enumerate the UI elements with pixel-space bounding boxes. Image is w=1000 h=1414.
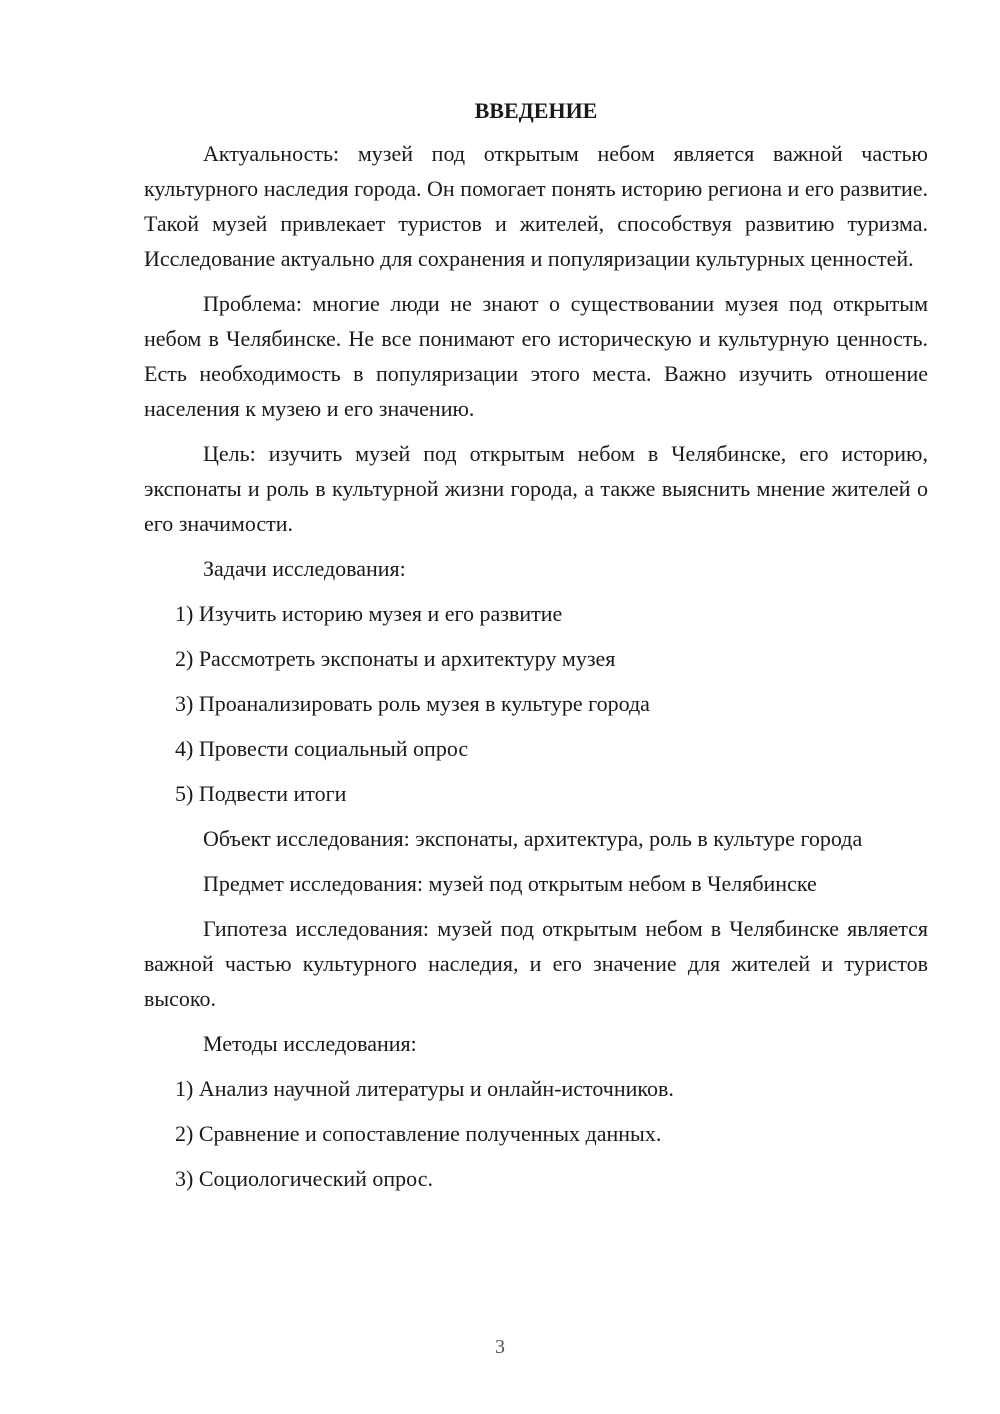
section-title: ВВЕДЕНИЕ: [474, 98, 598, 123]
list-item: 3) Проанализировать роль музея в культуре города: [175, 691, 650, 716]
list-item: 1) Изучить историю музея и его развитие: [175, 601, 563, 626]
list-item: 3) Социологический опрос.: [175, 1166, 433, 1191]
goal-paragraph: Цель: изучить музей под открытым небом в Челябинске, его историю, экспонаты и роль в культурной жизни города, а также выяснить мнение жителей о его значимости.: [144, 441, 928, 536]
tasks-heading: Задачи исследования:: [203, 556, 406, 581]
page-number: 3: [495, 1336, 505, 1358]
list-item: 2) Сравнение и сопоставление полученных данных.: [175, 1121, 662, 1146]
list-item: 4) Провести социальный опрос: [175, 736, 469, 761]
list-item: 5) Подвести итоги: [175, 781, 347, 806]
tasks-list: [144, 596, 928, 811]
problem-paragraph: Проблема: многие люди не знают о существовании музея под открытым небом в Челябинске. Не все понимают его историческую и культурную ценность. Есть необходимость в популяризации этого места. Важно изучить отношение населения к музею и его значению.: [144, 291, 928, 421]
document-body: [144, 96, 928, 1206]
methods-list: [144, 1071, 928, 1196]
list-item: 1) Анализ научной литературы и онлайн-источников.: [175, 1076, 674, 1101]
relevance-paragraph: Актуальность: музей под открытым небом является важной частью культурного наследия города. Он помогает понять историю региона и его развитие. Такой музей привлекает туристов и жителей, способствуя развитию туризма. Исследование актуально для сохранения и популяризации культурных ценностей.: [144, 141, 928, 271]
list-item: 2) Рассмотреть экспонаты и архитектуру музея: [175, 646, 616, 671]
object-paragraph: Объект исследования: экспонаты, архитектура, роль в культуре города: [203, 826, 863, 851]
hypothesis-paragraph: Гипотеза исследования: музей под открытым небом в Челябинске является важной частью культурного наследия, и его значение для жителей и туристов высоко.: [144, 916, 928, 1011]
subject-paragraph: Предмет исследования: музей под открытым небом в Челябинске: [203, 871, 817, 896]
methods-heading: Методы исследования:: [203, 1031, 417, 1056]
